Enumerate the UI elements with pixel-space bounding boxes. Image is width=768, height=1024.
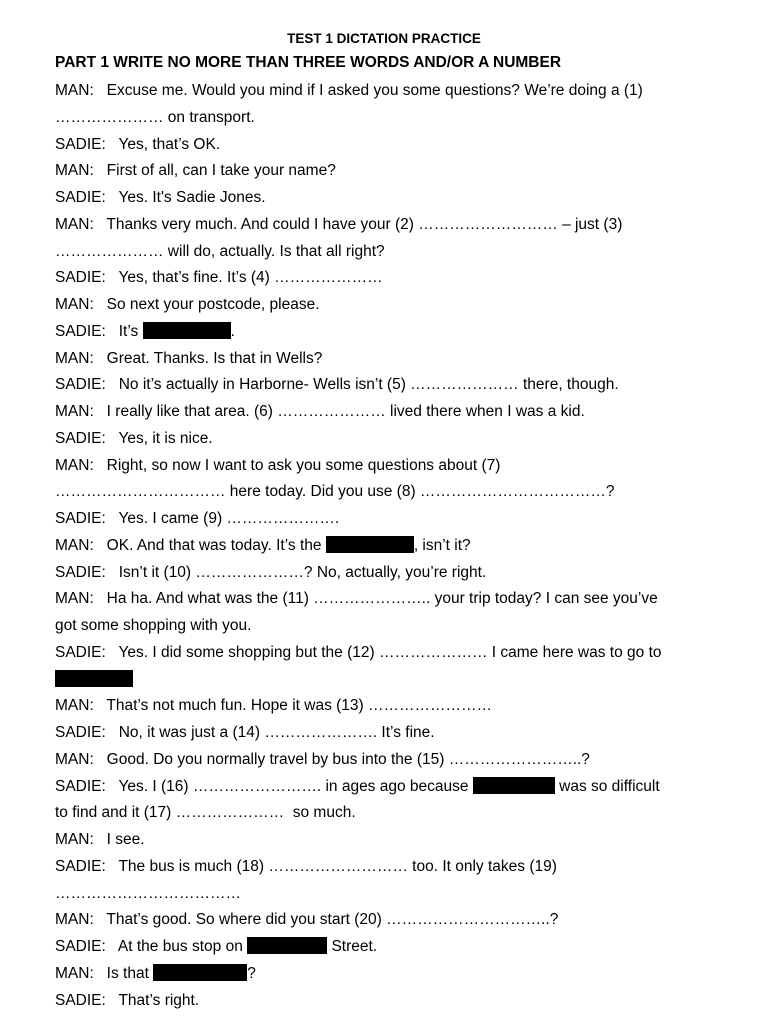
dialogue-line (55, 322, 735, 349)
dialogue-line (55, 964, 735, 991)
part-heading: PART 1 WRITE NO MORE THAN THREE WORDS AND/OR A NUMBER (55, 54, 562, 71)
dialogue-line (55, 349, 735, 376)
redaction-bar (143, 322, 231, 339)
dialogue-line (55, 402, 735, 429)
line-text: . (230, 322, 235, 340)
line-text: SADIE: No it’s actually in Harborne- Wells isn’t (5) ………………… there, though. (55, 376, 619, 394)
line-text: SADIE: The bus is much (18) ……………………… too. It only takes (19) (55, 857, 557, 875)
dialogue-line (55, 161, 735, 188)
dialogue-line (55, 830, 735, 857)
line-text: ……………………………… (55, 884, 241, 902)
dialogue-line (55, 777, 735, 804)
line-text: SADIE: Isn’t it (10) …………………? No, actually, you’re right. (55, 563, 487, 581)
dialogue-line (55, 295, 735, 322)
dialogue-line (55, 857, 735, 884)
dialogue-lines (55, 81, 735, 1017)
line-text: MAN: OK. And that was today. It’s the (55, 536, 326, 554)
redaction-bar (153, 964, 247, 981)
dialogue-line (55, 616, 735, 643)
dialogue-line (55, 696, 735, 723)
line-text: MAN: That’s not much fun. Hope it was (13) …………………… (55, 697, 493, 715)
line-text: MAN: Good. Do you normally travel by bus into the (15) ……………………..? (55, 750, 590, 768)
dialogue-line (55, 108, 735, 135)
redaction-bar (247, 937, 327, 954)
dialogue-line (55, 509, 735, 536)
dialogue-line (55, 910, 735, 937)
line-text: SADIE: That’s right. (55, 991, 200, 1009)
dialogue-line (55, 723, 735, 750)
dialogue-line (55, 242, 735, 269)
line-text: MAN: I see. (55, 831, 145, 848)
redaction-bar (326, 536, 414, 553)
line-text: to find and it (17) ………………… so much. (55, 804, 356, 822)
line-text: , isn’t it? (413, 536, 471, 554)
dialogue-line (55, 81, 735, 108)
redaction-bar (55, 670, 133, 687)
dialogue-line (55, 670, 735, 697)
dialogue-line (55, 429, 735, 456)
line-text: SADIE: Yes, it is nice. (55, 429, 213, 447)
dialogue-line (55, 215, 735, 242)
dialogue-line (55, 589, 735, 616)
dialogue-line (55, 563, 735, 590)
dialogue-line (55, 937, 735, 964)
dialogue-line (55, 884, 735, 911)
line-text: MAN: Excuse me. Would you mind if I asked you some questions? We’re doing a (1) (55, 82, 643, 99)
dialogue-line (55, 456, 735, 483)
line-text: was so difficult (554, 777, 660, 795)
line-text: MAN: Is that (55, 964, 154, 982)
line-text: Street. (327, 938, 378, 955)
line-text: SADIE: Yes, that’s OK. (55, 135, 221, 153)
line-text: …………………………… here today. Did you use (8) ………………………………? (55, 483, 615, 501)
line-text: got some shopping with you. (55, 617, 252, 634)
line-text: MAN: So next your postcode, please. (55, 296, 320, 313)
dialogue-line (55, 375, 735, 402)
line-text: MAN: I really like that area. (6) ………………… lived there when I was a kid. (55, 403, 585, 420)
document-title: TEST 1 DICTATION PRACTICE (287, 31, 481, 46)
line-text: SADIE: No, it was just a (14) …………………. It’s fine. (55, 724, 435, 741)
line-text: MAN: Great. Thanks. Is that in Wells? (55, 349, 323, 367)
dialogue-line (55, 643, 735, 670)
line-text: SADIE: Yes. I (16) ……………………. in ages ago because (55, 777, 473, 795)
line-text: ………………… on transport. (55, 108, 255, 126)
line-text: ? (247, 964, 256, 982)
dialogue-line (55, 991, 735, 1018)
dialogue-line (55, 135, 735, 162)
line-text: SADIE: It’s (55, 322, 143, 340)
dialogue-line (55, 268, 735, 295)
line-text: MAN: Right, so now I want to ask you some questions about (7) (55, 456, 501, 474)
line-text: MAN: Ha ha. And what was the (11) ………………….. your trip today? I can see you’ve (55, 590, 658, 608)
dialogue-line (55, 750, 735, 777)
line-text: SADIE: Yes. I did some shopping but the (12) ………………… I came here was to go to (55, 643, 662, 661)
line-text: MAN: Thanks very much. And could I have your (2) ……………………… – just (3) (55, 215, 623, 233)
line-text: SADIE: At the bus stop on (55, 938, 248, 955)
line-text: ………………… will do, actually. Is that all right? (55, 242, 385, 260)
line-text: SADIE: Yes. I came (9) …………………. (55, 510, 340, 527)
line-text: SADIE: Yes. It's Sadie Jones. (55, 189, 266, 206)
redaction-bar (473, 777, 555, 794)
line-text: SADIE: Yes, that’s fine. It’s (4) ………………… (55, 269, 383, 287)
dialogue-line (55, 803, 735, 830)
line-text: MAN: First of all, can I take your name? (55, 162, 336, 180)
line-text: MAN: That’s good. So where did you start (20) …………………………..? (55, 911, 559, 929)
dialogue-line (55, 188, 735, 215)
dialogue-line (55, 482, 735, 509)
dialogue-line (55, 536, 735, 563)
